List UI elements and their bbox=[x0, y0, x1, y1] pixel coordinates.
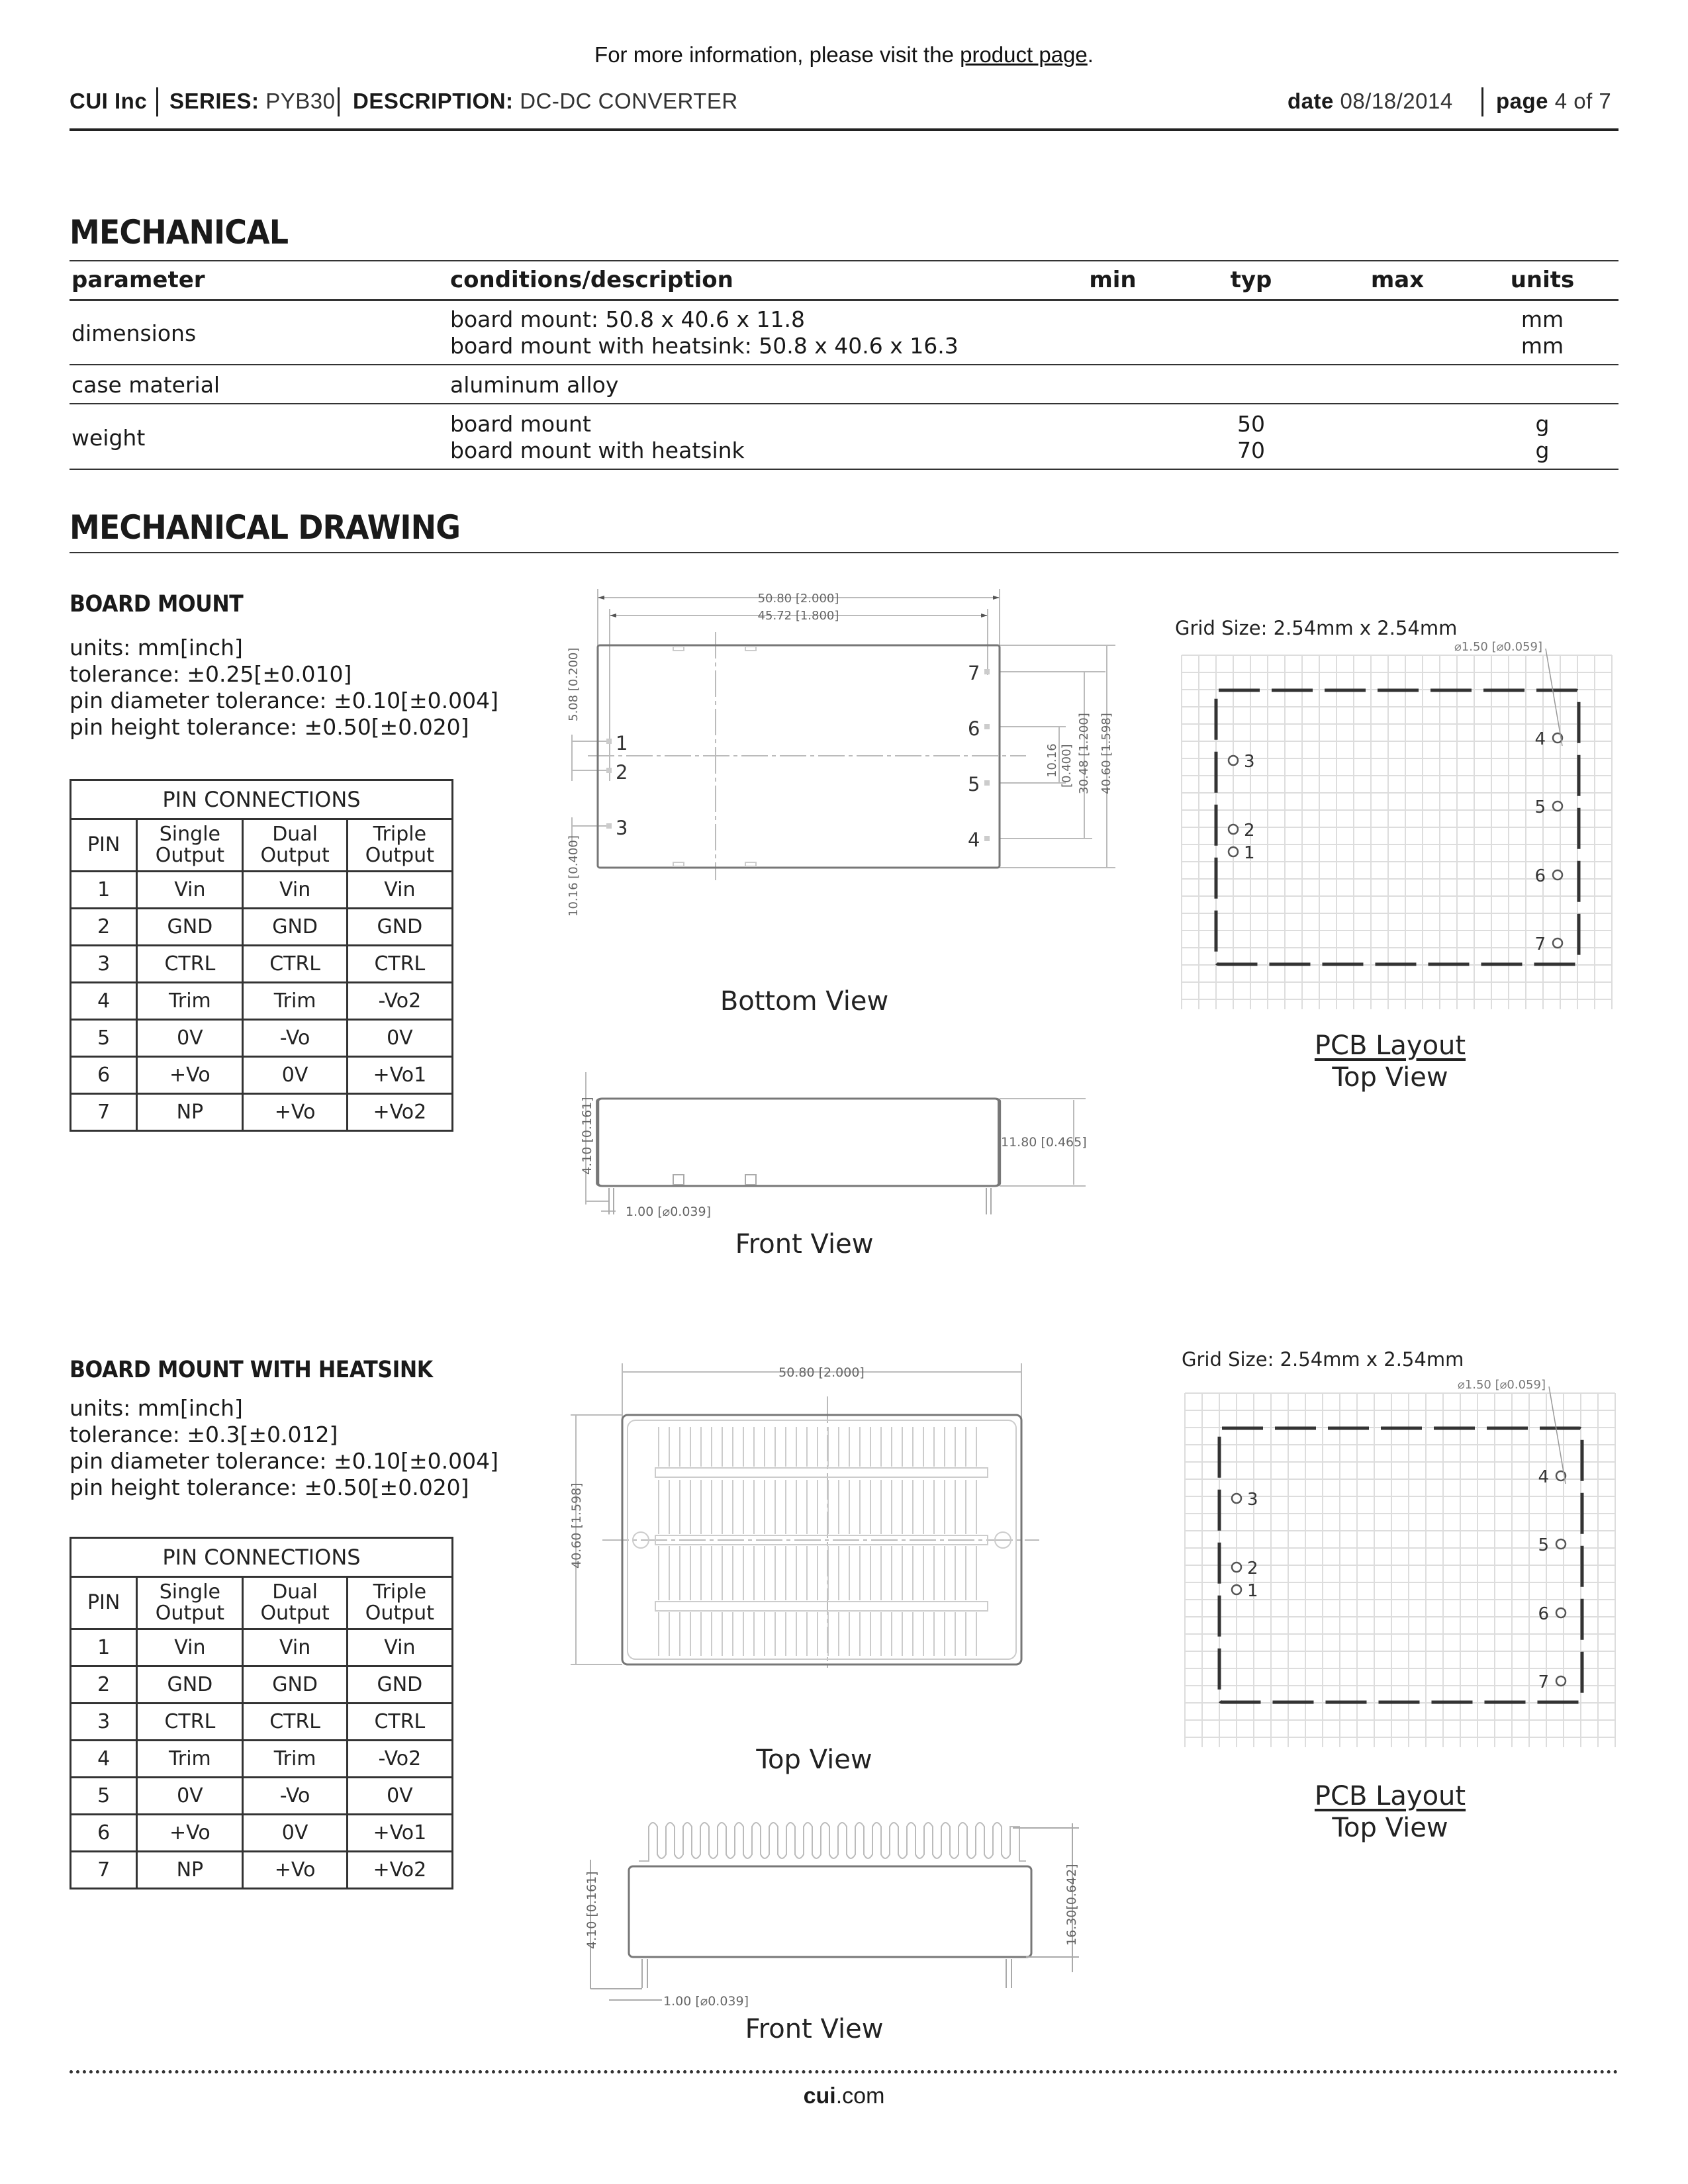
header-divider bbox=[338, 87, 340, 116]
pcb-pin-hole bbox=[1556, 1676, 1566, 1686]
pin-function-cell: -Vo2 bbox=[347, 1741, 452, 1778]
units-dimensions-1: mm bbox=[1521, 306, 1564, 332]
pin-function-cell: +Vo bbox=[243, 1094, 347, 1131]
pin-function-cell: 0V bbox=[137, 1020, 243, 1057]
pin-function-cell: CTRL bbox=[243, 946, 347, 983]
pin-function-cell: NP bbox=[137, 1852, 243, 1889]
pin-table-row bbox=[71, 1629, 453, 1666]
dim-pin56-spacing-b: [0.400] bbox=[1060, 744, 1074, 788]
front-view-caption: Front View bbox=[735, 1229, 874, 1259]
pin-function-cell: GND bbox=[137, 1666, 243, 1704]
pin-function-cell: Vin bbox=[347, 1629, 452, 1666]
pcb-hole-diameter-label: ⌀1.50 [⌀0.059] bbox=[1454, 640, 1542, 654]
dim-pin-height: 4.10 [0.161] bbox=[585, 1871, 599, 1949]
front-view-caption: Front View bbox=[745, 2014, 884, 2044]
header-page bbox=[1496, 89, 1611, 114]
pin-label-1: 1 bbox=[616, 732, 628, 754]
dim-pin-diameter: 1.00 [⌀0.039] bbox=[663, 1994, 749, 2009]
pcb-pin-hole bbox=[1556, 1608, 1566, 1617]
dim-pin3-offset: 10.16 [0.400] bbox=[567, 835, 581, 917]
pin-table-row bbox=[71, 1704, 453, 1741]
footer-website[interactable] bbox=[0, 2083, 1688, 2109]
units-dimensions-2: mm bbox=[1521, 333, 1564, 359]
footer-site-bold: cui bbox=[803, 2083, 836, 2109]
pin-function-cell: Vin bbox=[137, 872, 243, 909]
pin-function-cell: CTRL bbox=[243, 1704, 347, 1741]
pcb-pin-label: 5 bbox=[1534, 797, 1546, 817]
pin-number-cell: 2 bbox=[71, 1666, 137, 1704]
note-prefix: For more information, please visit the bbox=[594, 42, 961, 67]
dim-pin-diameter: 1.00 [⌀0.039] bbox=[626, 1205, 712, 1219]
pcb-grid-size-label: Grid Size: 2.54mm x 2.54mm bbox=[1182, 1348, 1464, 1371]
spec-pin-diameter-tolerance: pin diameter tolerance: ±0.10[±0.004] bbox=[70, 1448, 498, 1474]
pin-table-row bbox=[71, 1020, 453, 1057]
pcb-pin-label: 4 bbox=[1538, 1467, 1549, 1487]
pcb-pin-label: 5 bbox=[1538, 1535, 1549, 1555]
header-date bbox=[1288, 89, 1453, 114]
pin-function-cell: -Vo bbox=[243, 1020, 347, 1057]
dim-width: 50.80 [2.000] bbox=[778, 1365, 865, 1380]
page-total: of 7 bbox=[1573, 89, 1612, 113]
pin-label-3: 3 bbox=[616, 817, 628, 839]
pin-table-row bbox=[71, 946, 453, 983]
pin-number-cell: 3 bbox=[71, 946, 137, 983]
pcb-pin-label: 6 bbox=[1538, 1604, 1549, 1624]
pcb-pin-hole bbox=[1556, 1539, 1566, 1549]
header-series bbox=[169, 89, 335, 114]
date-value: 08/18/2014 bbox=[1340, 89, 1453, 113]
pcb-layout-caption bbox=[1248, 1030, 1532, 1093]
pcb-pin-label: 3 bbox=[1244, 752, 1255, 772]
table-bottom-rule bbox=[70, 469, 1618, 470]
pcb-caption-line2: Top View bbox=[1332, 1062, 1448, 1093]
dim-width: 50.80 [2.000] bbox=[757, 592, 839, 606]
row-rule bbox=[70, 403, 1618, 404]
pcb-pin-label: 7 bbox=[1534, 934, 1546, 954]
pcb-pin-label: 6 bbox=[1534, 866, 1546, 886]
pin-function-cell: GND bbox=[347, 909, 452, 946]
pin-table-row bbox=[71, 1852, 453, 1889]
dual-output-col-header: Dual Output bbox=[243, 819, 347, 872]
pin-number-cell: 1 bbox=[71, 872, 137, 909]
product-page-note bbox=[0, 42, 1688, 68]
pin-number-cell: 7 bbox=[71, 1094, 137, 1131]
spec-pin-diameter-tolerance: pin diameter tolerance: ±0.10[±0.004] bbox=[70, 688, 498, 713]
pcb-pin-label: 1 bbox=[1247, 1581, 1258, 1601]
series-label: SERIES: bbox=[169, 89, 259, 113]
dim-pin56-spacing-a: 10.16 bbox=[1045, 743, 1059, 778]
pin-function-cell: GND bbox=[137, 909, 243, 946]
pin-number-cell: 5 bbox=[71, 1020, 137, 1057]
pcb-hole-diameter-label: ⌀1.50 [⌀0.059] bbox=[1457, 1378, 1546, 1392]
pcb-caption-line1: PCB Layout bbox=[1314, 1030, 1466, 1061]
pcb-pin-hole bbox=[1232, 1494, 1241, 1503]
pin-function-cell: 0V bbox=[347, 1778, 452, 1815]
pin-table-row bbox=[71, 983, 453, 1020]
spec-tolerance: tolerance: ±0.3[±0.012] bbox=[70, 1422, 338, 1447]
cond-weight-2: board mount with heatsink bbox=[450, 437, 745, 463]
pcb-pin-label: 2 bbox=[1247, 1559, 1258, 1578]
company-name: CUI Inc bbox=[70, 89, 148, 113]
series-value: PYB30 bbox=[265, 89, 336, 113]
pin-function-cell: 0V bbox=[243, 1057, 347, 1094]
header-divider bbox=[1481, 87, 1483, 116]
top-view-caption: Top View bbox=[756, 1745, 872, 1775]
pcb-pin-hole bbox=[1553, 870, 1562, 880]
col-header-parameter: parameter bbox=[71, 267, 205, 293]
pcb-pin-hole bbox=[1229, 847, 1238, 856]
header-rule bbox=[70, 128, 1618, 131]
pin-function-cell: +Vo2 bbox=[347, 1094, 452, 1131]
date-label: date bbox=[1288, 89, 1334, 113]
pin-function-cell: +Vo bbox=[137, 1815, 243, 1852]
pin-function-cell: +Vo2 bbox=[347, 1852, 452, 1889]
subsection-title-board-mount: BOARD MOUNT bbox=[70, 591, 244, 617]
bottom-view-caption: Bottom View bbox=[720, 986, 889, 1017]
pin-function-cell: CTRL bbox=[137, 946, 243, 983]
pin-number-cell: 6 bbox=[71, 1815, 137, 1852]
pin-number-cell: 3 bbox=[71, 1704, 137, 1741]
dim-pin1-offset: 5.08 [0.200] bbox=[567, 647, 581, 721]
header-company bbox=[70, 89, 147, 114]
table-top-rule bbox=[70, 260, 1618, 261]
spec-units: units: mm[inch] bbox=[70, 1395, 243, 1421]
col-header-units: units bbox=[1510, 267, 1575, 293]
section-title-mechanical-drawing: MECHANICAL DRAWING bbox=[70, 508, 461, 547]
pcb-pin-hole bbox=[1229, 825, 1238, 834]
section-rule bbox=[70, 552, 1618, 553]
description-label: DESCRIPTION: bbox=[353, 89, 514, 113]
pcb-grid-size-label: Grid Size: 2.54mm x 2.54mm bbox=[1175, 617, 1458, 639]
front-view-drawing bbox=[563, 1059, 1119, 1231]
cond-weight-1: board mount bbox=[450, 411, 591, 437]
pin-function-cell: Vin bbox=[137, 1629, 243, 1666]
single-output-col-header: Single Output bbox=[137, 819, 243, 872]
pin-table-title: PIN CONNECTIONS bbox=[71, 780, 453, 819]
pin-function-cell: NP bbox=[137, 1094, 243, 1131]
pcb-caption-line2: Top View bbox=[1332, 1813, 1448, 1843]
pcb-pin-label: 4 bbox=[1534, 729, 1546, 749]
pin-function-cell: CTRL bbox=[137, 1704, 243, 1741]
triple-output-col-header: Triple Output bbox=[347, 1577, 452, 1629]
pin-function-cell: GND bbox=[347, 1666, 452, 1704]
page-number: 4 bbox=[1554, 89, 1568, 113]
typ-weight-1: 50 bbox=[1237, 411, 1265, 437]
note-suffix: . bbox=[1087, 42, 1094, 67]
pin-function-cell: -Vo bbox=[243, 1778, 347, 1815]
pin-function-cell: GND bbox=[243, 909, 347, 946]
col-header-typ: typ bbox=[1230, 267, 1272, 293]
triple-output-col-header: Triple Output bbox=[347, 819, 452, 872]
pcb-pin-hole bbox=[1232, 1585, 1241, 1594]
footer-site-rest: .com bbox=[835, 2083, 885, 2109]
pcb-pin-hole bbox=[1553, 801, 1562, 811]
units-weight-1: g bbox=[1535, 411, 1550, 437]
pin-connections-table bbox=[70, 779, 453, 1132]
pin-table-row bbox=[71, 1741, 453, 1778]
pcb-pin-label: 7 bbox=[1538, 1672, 1549, 1692]
param-weight: weight bbox=[71, 425, 146, 451]
subsection-title-board-mount-heatsink: BOARD MOUNT WITH HEATSINK bbox=[70, 1357, 433, 1383]
front-view-heatsink-drawing bbox=[563, 1813, 1092, 2025]
pcb-layout-caption bbox=[1248, 1780, 1532, 1844]
dim-pin-span: 45.72 [1.800] bbox=[757, 609, 839, 623]
col-header-conditions: conditions/description bbox=[450, 267, 733, 293]
typ-weight-2: 70 bbox=[1237, 437, 1265, 463]
col-header-max: max bbox=[1370, 267, 1425, 293]
col-header-min: min bbox=[1089, 267, 1137, 293]
pcb-pin-label: 1 bbox=[1244, 843, 1255, 863]
dim-pin-height: 4.10 [0.161] bbox=[580, 1097, 594, 1175]
pin-function-cell: Trim bbox=[243, 983, 347, 1020]
pin-table-row bbox=[71, 1815, 453, 1852]
pin-number-cell: 6 bbox=[71, 1057, 137, 1094]
pin-table-row bbox=[71, 909, 453, 946]
pin-function-cell: Trim bbox=[243, 1741, 347, 1778]
param-case-material: case material bbox=[71, 372, 220, 398]
pin-function-cell: 0V bbox=[243, 1815, 347, 1852]
pin-function-cell: Trim bbox=[137, 983, 243, 1020]
pin-label-2: 2 bbox=[616, 761, 628, 784]
pin-function-cell: +Vo1 bbox=[347, 1815, 452, 1852]
cond-dimensions-2: board mount with heatsink: 50.8 x 40.6 x 16.3 bbox=[450, 333, 959, 359]
pcb-layout-drawing bbox=[1178, 1373, 1622, 1770]
pin-function-cell: +Vo1 bbox=[347, 1057, 452, 1094]
pin-label-5: 5 bbox=[968, 773, 980, 796]
top-view-drawing bbox=[563, 1350, 1066, 1760]
param-dimensions: dimensions bbox=[71, 320, 197, 346]
pin-function-cell: 0V bbox=[137, 1778, 243, 1815]
spec-units: units: mm[inch] bbox=[70, 635, 243, 660]
pin-table-title: PIN CONNECTIONS bbox=[71, 1538, 453, 1577]
pin-function-cell: Vin bbox=[347, 872, 452, 909]
pin-table-row bbox=[71, 872, 453, 909]
pin-function-cell: +Vo bbox=[243, 1852, 347, 1889]
cond-case-material: aluminum alloy bbox=[450, 372, 619, 398]
pin-number-cell: 4 bbox=[71, 1741, 137, 1778]
pin-function-cell: 0V bbox=[347, 1020, 452, 1057]
header-row-rule bbox=[70, 299, 1618, 301]
dim-height: 40.60 [1.598] bbox=[569, 1482, 584, 1569]
single-output-col-header: Single Output bbox=[137, 1577, 243, 1629]
header-divider bbox=[156, 87, 158, 116]
dim-height: 40.60 [1.598] bbox=[1100, 713, 1113, 794]
pin-table-row bbox=[71, 1778, 453, 1815]
pin-number-cell: 1 bbox=[71, 1629, 137, 1666]
pin-col-header: PIN bbox=[71, 1577, 137, 1629]
page-label: page bbox=[1496, 89, 1549, 113]
dim-body-height: 16.30[0.642] bbox=[1064, 1864, 1079, 1946]
spec-tolerance: tolerance: ±0.25[±0.010] bbox=[70, 661, 352, 687]
cond-dimensions-1: board mount: 50.8 x 40.6 x 11.8 bbox=[450, 306, 805, 332]
pin-label-7: 7 bbox=[968, 662, 980, 684]
pin-function-cell: CTRL bbox=[347, 1704, 452, 1741]
pin-function-cell: CTRL bbox=[347, 946, 452, 983]
pcb-pin-hole bbox=[1553, 938, 1562, 948]
pin-table-row bbox=[71, 1666, 453, 1704]
spec-pin-height-tolerance: pin height tolerance: ±0.50[±0.020] bbox=[70, 1475, 469, 1500]
pin-col-header: PIN bbox=[71, 819, 137, 872]
pin-label-6: 6 bbox=[968, 717, 980, 740]
pin-label-4: 4 bbox=[968, 829, 980, 851]
pin-number-cell: 7 bbox=[71, 1852, 137, 1889]
pin-function-cell: Vin bbox=[243, 872, 347, 909]
pcb-pin-label: 3 bbox=[1247, 1490, 1258, 1510]
pin-number-cell: 2 bbox=[71, 909, 137, 946]
pin-function-cell: GND bbox=[243, 1666, 347, 1704]
pcb-pin-label: 2 bbox=[1244, 821, 1255, 841]
pin-function-cell: +Vo bbox=[137, 1057, 243, 1094]
header-description bbox=[353, 89, 738, 114]
pin-table-row bbox=[71, 1057, 453, 1094]
pin-function-cell: Trim bbox=[137, 1741, 243, 1778]
pin-number-cell: 4 bbox=[71, 983, 137, 1020]
row-rule bbox=[70, 364, 1618, 365]
spec-pin-height-tolerance: pin height tolerance: ±0.50[±0.020] bbox=[70, 714, 469, 740]
footer-divider bbox=[70, 2070, 1618, 2073]
pcb-caption-line1: PCB Layout bbox=[1314, 1781, 1466, 1811]
section-title-mechanical: MECHANICAL bbox=[70, 213, 289, 251]
pin-function-cell: Vin bbox=[243, 1629, 347, 1666]
pin-function-cell: -Vo2 bbox=[347, 983, 452, 1020]
description-value: DC-DC CONVERTER bbox=[520, 89, 738, 113]
dim-body-height: 11.80 [0.465] bbox=[1001, 1135, 1087, 1150]
pin-connections-table bbox=[70, 1537, 453, 1889]
units-weight-2: g bbox=[1535, 437, 1550, 463]
pin-number-cell: 5 bbox=[71, 1778, 137, 1815]
dual-output-col-header: Dual Output bbox=[243, 1577, 347, 1629]
dim-pin47-span: 30.48 [1.200] bbox=[1077, 713, 1091, 794]
pcb-pin-hole bbox=[1232, 1563, 1241, 1572]
pin-table-row bbox=[71, 1094, 453, 1131]
product-page-link[interactable]: product page bbox=[960, 42, 1088, 67]
heatsink-fin-profile bbox=[639, 1823, 1026, 1861]
pcb-layout-drawing bbox=[1175, 639, 1618, 1029]
pcb-pin-hole bbox=[1229, 756, 1238, 765]
